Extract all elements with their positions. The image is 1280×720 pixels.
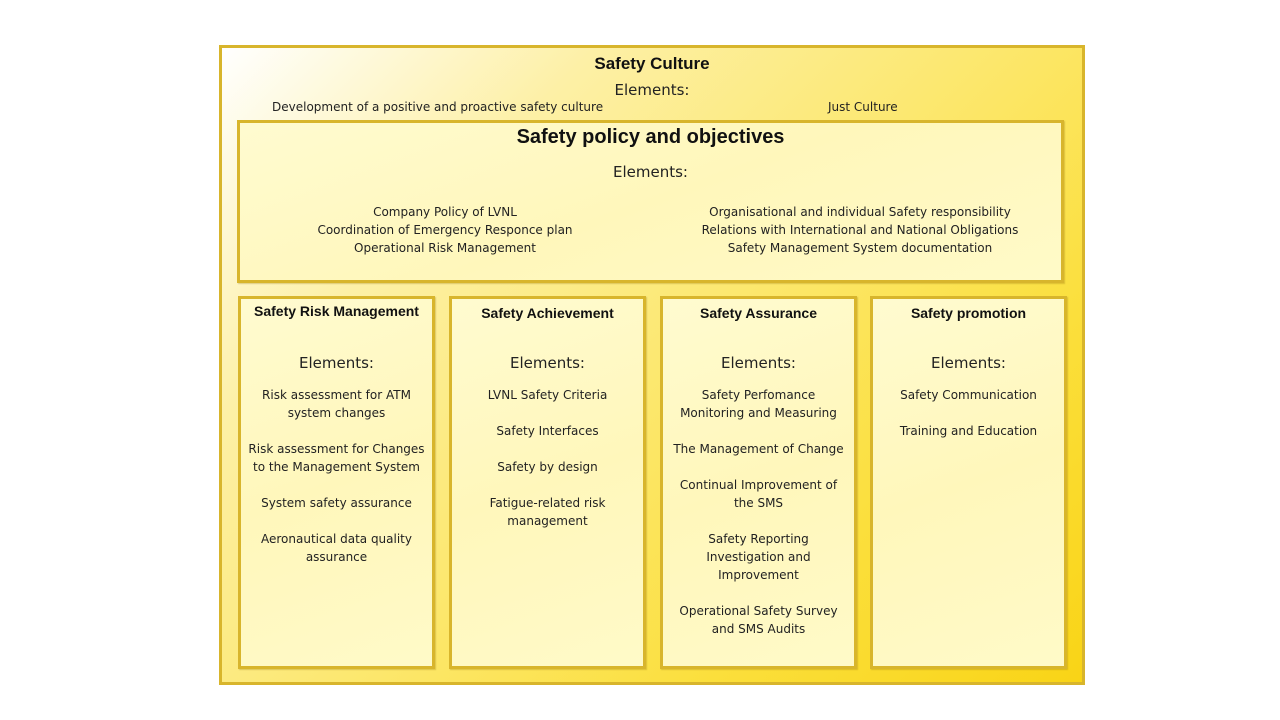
- pillar-element: [241, 386, 432, 422]
- pillar-safety-assurance: [660, 296, 857, 669]
- pillar-element-line: The Management of Change: [673, 442, 844, 456]
- pillar-element: [452, 458, 643, 476]
- pillar-element-list: [663, 386, 854, 656]
- pillar-element-line: Investigation and: [706, 550, 811, 564]
- pillar-element-line: Safety Interfaces: [496, 424, 599, 438]
- pillar-element-line: Safety by design: [497, 460, 598, 474]
- pillar-element-line: LVNL Safety Criteria: [487, 388, 608, 402]
- pillar-elements-label: Elements:: [299, 354, 374, 372]
- pillar-element-line: system changes: [287, 406, 386, 420]
- pillar-element-line: and SMS Audits: [711, 622, 806, 636]
- pillar-element: [452, 386, 643, 404]
- pillar-element: [452, 494, 643, 530]
- pillar-title: Safety promotion: [910, 305, 1027, 321]
- safety-culture-title: Safety Culture: [594, 54, 710, 73]
- pillar-element-list: [873, 386, 1064, 458]
- pillar-element-line: assurance: [305, 550, 368, 564]
- pillar-elements-label: Elements:: [931, 354, 1006, 372]
- pillar-elements-label: Elements:: [510, 354, 585, 372]
- safety-policy-box: [237, 120, 1064, 283]
- pillar-element-line: Continual Improvement of: [679, 478, 838, 492]
- pillar-safety-risk-management: [238, 296, 435, 669]
- safety-policy-elements-label: Elements:: [613, 163, 688, 181]
- safety-culture-frame: [219, 45, 1085, 685]
- policy-item: Relations with International and National Obligations: [701, 223, 1019, 237]
- pillar-element: [241, 530, 432, 566]
- policy-item: Organisational and individual Safety responsibility: [709, 205, 1011, 219]
- pillar-element-line: Risk assessment for ATM: [262, 388, 411, 402]
- pillar-element-line: Operational Safety Survey: [679, 604, 838, 618]
- safety-policy-title: Safety policy and objectives: [516, 126, 785, 148]
- pillar-element-list: [241, 386, 432, 584]
- pillar-safety-promotion: [870, 296, 1067, 669]
- policy-item: Coordination of Emergency Responce plan: [317, 223, 573, 237]
- pillar-element-line: Improvement: [718, 568, 799, 582]
- pillar-element-line: Safety Reporting: [708, 532, 809, 546]
- pillar-element: [663, 602, 854, 638]
- pillar-element: [241, 494, 432, 512]
- pillar-elements-label: Elements:: [721, 354, 796, 372]
- pillar-element: [663, 440, 854, 458]
- pillar-element: [452, 422, 643, 440]
- pillar-element-line: Safety Perfomance: [701, 388, 816, 402]
- safety-policy-right-list: [680, 203, 1040, 257]
- pillar-element-line: the SMS: [733, 496, 784, 510]
- pillar-element: [873, 422, 1064, 440]
- pillar-title: Safety Achievement: [481, 305, 614, 321]
- policy-item: Safety Management System documentation: [727, 241, 993, 255]
- pillar-element-line: Risk assessment for Changes: [248, 442, 425, 456]
- pillar-element: [663, 476, 854, 512]
- pillar-element-line: to the Management System: [253, 460, 420, 474]
- safety-culture-item: Development of a positive and proactive safety culture: [272, 100, 604, 114]
- pillar-safety-achievement: [449, 296, 646, 669]
- pillar-element-line: management: [507, 514, 588, 528]
- pillar-title: Safety Risk Management: [254, 303, 419, 319]
- policy-item: Company Policy of LVNL: [373, 205, 517, 219]
- pillar-element-line: System safety assurance: [261, 496, 412, 510]
- pillar-element-line: Aeronautical data quality: [261, 532, 412, 546]
- safety-culture-item: Just Culture: [828, 100, 898, 114]
- pillar-element: [241, 440, 432, 476]
- pillar-element-line: Training and Education: [899, 424, 1038, 438]
- policy-item: Operational Risk Management: [354, 241, 536, 255]
- pillar-element-list: [452, 386, 643, 548]
- pillar-element-line: Safety Communication: [900, 388, 1037, 402]
- pillar-element: [663, 530, 854, 584]
- safety-policy-left-list: [280, 203, 610, 257]
- pillar-element: [873, 386, 1064, 404]
- pillar-element-line: Monitoring and Measuring: [680, 406, 837, 420]
- pillar-element: [663, 386, 854, 422]
- pillar-element-line: Fatigue-related risk: [489, 496, 606, 510]
- safety-culture-elements-label: Elements:: [614, 81, 690, 99]
- pillar-title: Safety Assurance: [700, 305, 817, 321]
